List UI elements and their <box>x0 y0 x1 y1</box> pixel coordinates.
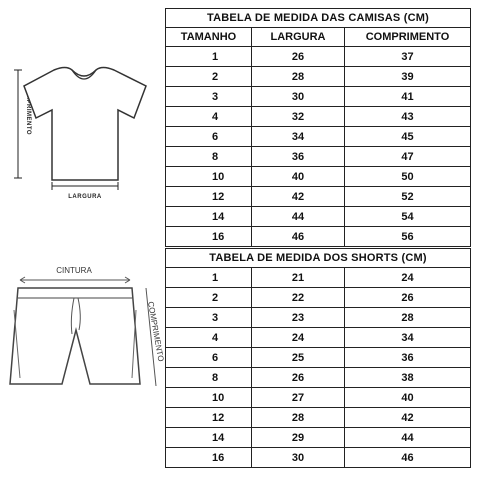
width-cell: 21 <box>252 268 345 288</box>
table-row <box>166 67 471 87</box>
length-cell: 36 <box>345 348 471 368</box>
length-cell: 37 <box>345 47 471 67</box>
table-row <box>166 87 471 107</box>
length-cell: 41 <box>345 87 471 107</box>
width-cell: 25 <box>252 348 345 368</box>
shirt-length-label: COMPRIMENTO <box>25 84 31 136</box>
shorts-table-body <box>166 268 471 468</box>
shirt-width-label: LARGURA <box>68 194 102 200</box>
table-row <box>166 368 471 388</box>
table-row <box>166 308 471 328</box>
length-cell: 38 <box>345 368 471 388</box>
size-cell: 6 <box>166 348 252 368</box>
length-cell: 47 <box>345 147 471 167</box>
size-cell: 1 <box>166 268 252 288</box>
length-cell: 45 <box>345 127 471 147</box>
width-cell: 27 <box>252 388 345 408</box>
table-row <box>166 428 471 448</box>
length-cell: 42 <box>345 408 471 428</box>
table-row <box>166 408 471 428</box>
length-cell: 39 <box>345 67 471 87</box>
table-row <box>166 167 471 187</box>
size-cell: 16 <box>166 227 252 247</box>
size-cell: 12 <box>166 408 252 428</box>
table-row <box>166 348 471 368</box>
length-cell: 54 <box>345 207 471 227</box>
width-cell: 30 <box>252 87 345 107</box>
shorts-length-label: COMPRIMENTO <box>146 300 164 363</box>
width-cell: 22 <box>252 288 345 308</box>
width-cell: 28 <box>252 408 345 428</box>
size-cell: 12 <box>166 187 252 207</box>
table-row <box>166 448 471 468</box>
length-cell: 40 <box>345 388 471 408</box>
tshirt-outline <box>24 68 146 181</box>
length-cell: 28 <box>345 308 471 328</box>
width-cell: 23 <box>252 308 345 328</box>
width-cell: 28 <box>252 67 345 87</box>
header-length: COMPRIMENTO <box>345 28 471 47</box>
size-cell: 4 <box>166 328 252 348</box>
table-row <box>166 127 471 147</box>
table-row <box>166 328 471 348</box>
width-cell: 46 <box>252 227 345 247</box>
width-cell: 34 <box>252 127 345 147</box>
shirt-diagram <box>6 62 154 212</box>
size-cell: 2 <box>166 288 252 308</box>
shirt-table-title: TABELA DE MEDIDA DAS CAMISAS (CM) <box>166 9 471 28</box>
length-cell: 34 <box>345 328 471 348</box>
length-cell: 24 <box>345 268 471 288</box>
length-cell: 52 <box>345 187 471 207</box>
shirt-table-body <box>166 47 471 247</box>
width-cell: 42 <box>252 187 345 207</box>
size-cell: 10 <box>166 388 252 408</box>
shorts-diagram <box>6 258 164 396</box>
size-cell: 1 <box>166 47 252 67</box>
table-row <box>166 207 471 227</box>
shorts-table-title: TABELA DE MEDIDA DOS SHORTS (CM) <box>166 249 471 268</box>
length-cell: 50 <box>345 167 471 187</box>
table-row <box>166 147 471 167</box>
table-row <box>166 388 471 408</box>
table-row <box>166 187 471 207</box>
size-cell: 8 <box>166 147 252 167</box>
width-cell: 40 <box>252 167 345 187</box>
table-row <box>166 288 471 308</box>
size-cell: 14 <box>166 428 252 448</box>
width-cell: 26 <box>252 368 345 388</box>
size-cell: 2 <box>166 67 252 87</box>
width-cell: 36 <box>252 147 345 167</box>
table-row <box>166 47 471 67</box>
width-cell: 30 <box>252 448 345 468</box>
header-size: TAMANHO <box>166 28 252 47</box>
width-cell: 44 <box>252 207 345 227</box>
table-row <box>166 107 471 127</box>
shorts-waist-label: CINTURA <box>56 266 92 275</box>
shorts-outline <box>10 288 140 384</box>
width-cell: 24 <box>252 328 345 348</box>
size-cell: 6 <box>166 127 252 147</box>
table-row <box>166 268 471 288</box>
width-cell: 32 <box>252 107 345 127</box>
size-cell: 16 <box>166 448 252 468</box>
table-row <box>166 227 471 247</box>
size-cell: 3 <box>166 308 252 328</box>
width-cell: 29 <box>252 428 345 448</box>
size-cell: 3 <box>166 87 252 107</box>
length-cell: 43 <box>345 107 471 127</box>
length-cell: 46 <box>345 448 471 468</box>
width-cell: 26 <box>252 47 345 67</box>
shirt-size-table <box>165 8 471 247</box>
length-cell: 56 <box>345 227 471 247</box>
shorts-size-table <box>165 248 471 468</box>
length-cell: 26 <box>345 288 471 308</box>
size-cell: 8 <box>166 368 252 388</box>
size-cell: 10 <box>166 167 252 187</box>
size-cell: 4 <box>166 107 252 127</box>
length-cell: 44 <box>345 428 471 448</box>
header-width: LARGURA <box>252 28 345 47</box>
size-cell: 14 <box>166 207 252 227</box>
